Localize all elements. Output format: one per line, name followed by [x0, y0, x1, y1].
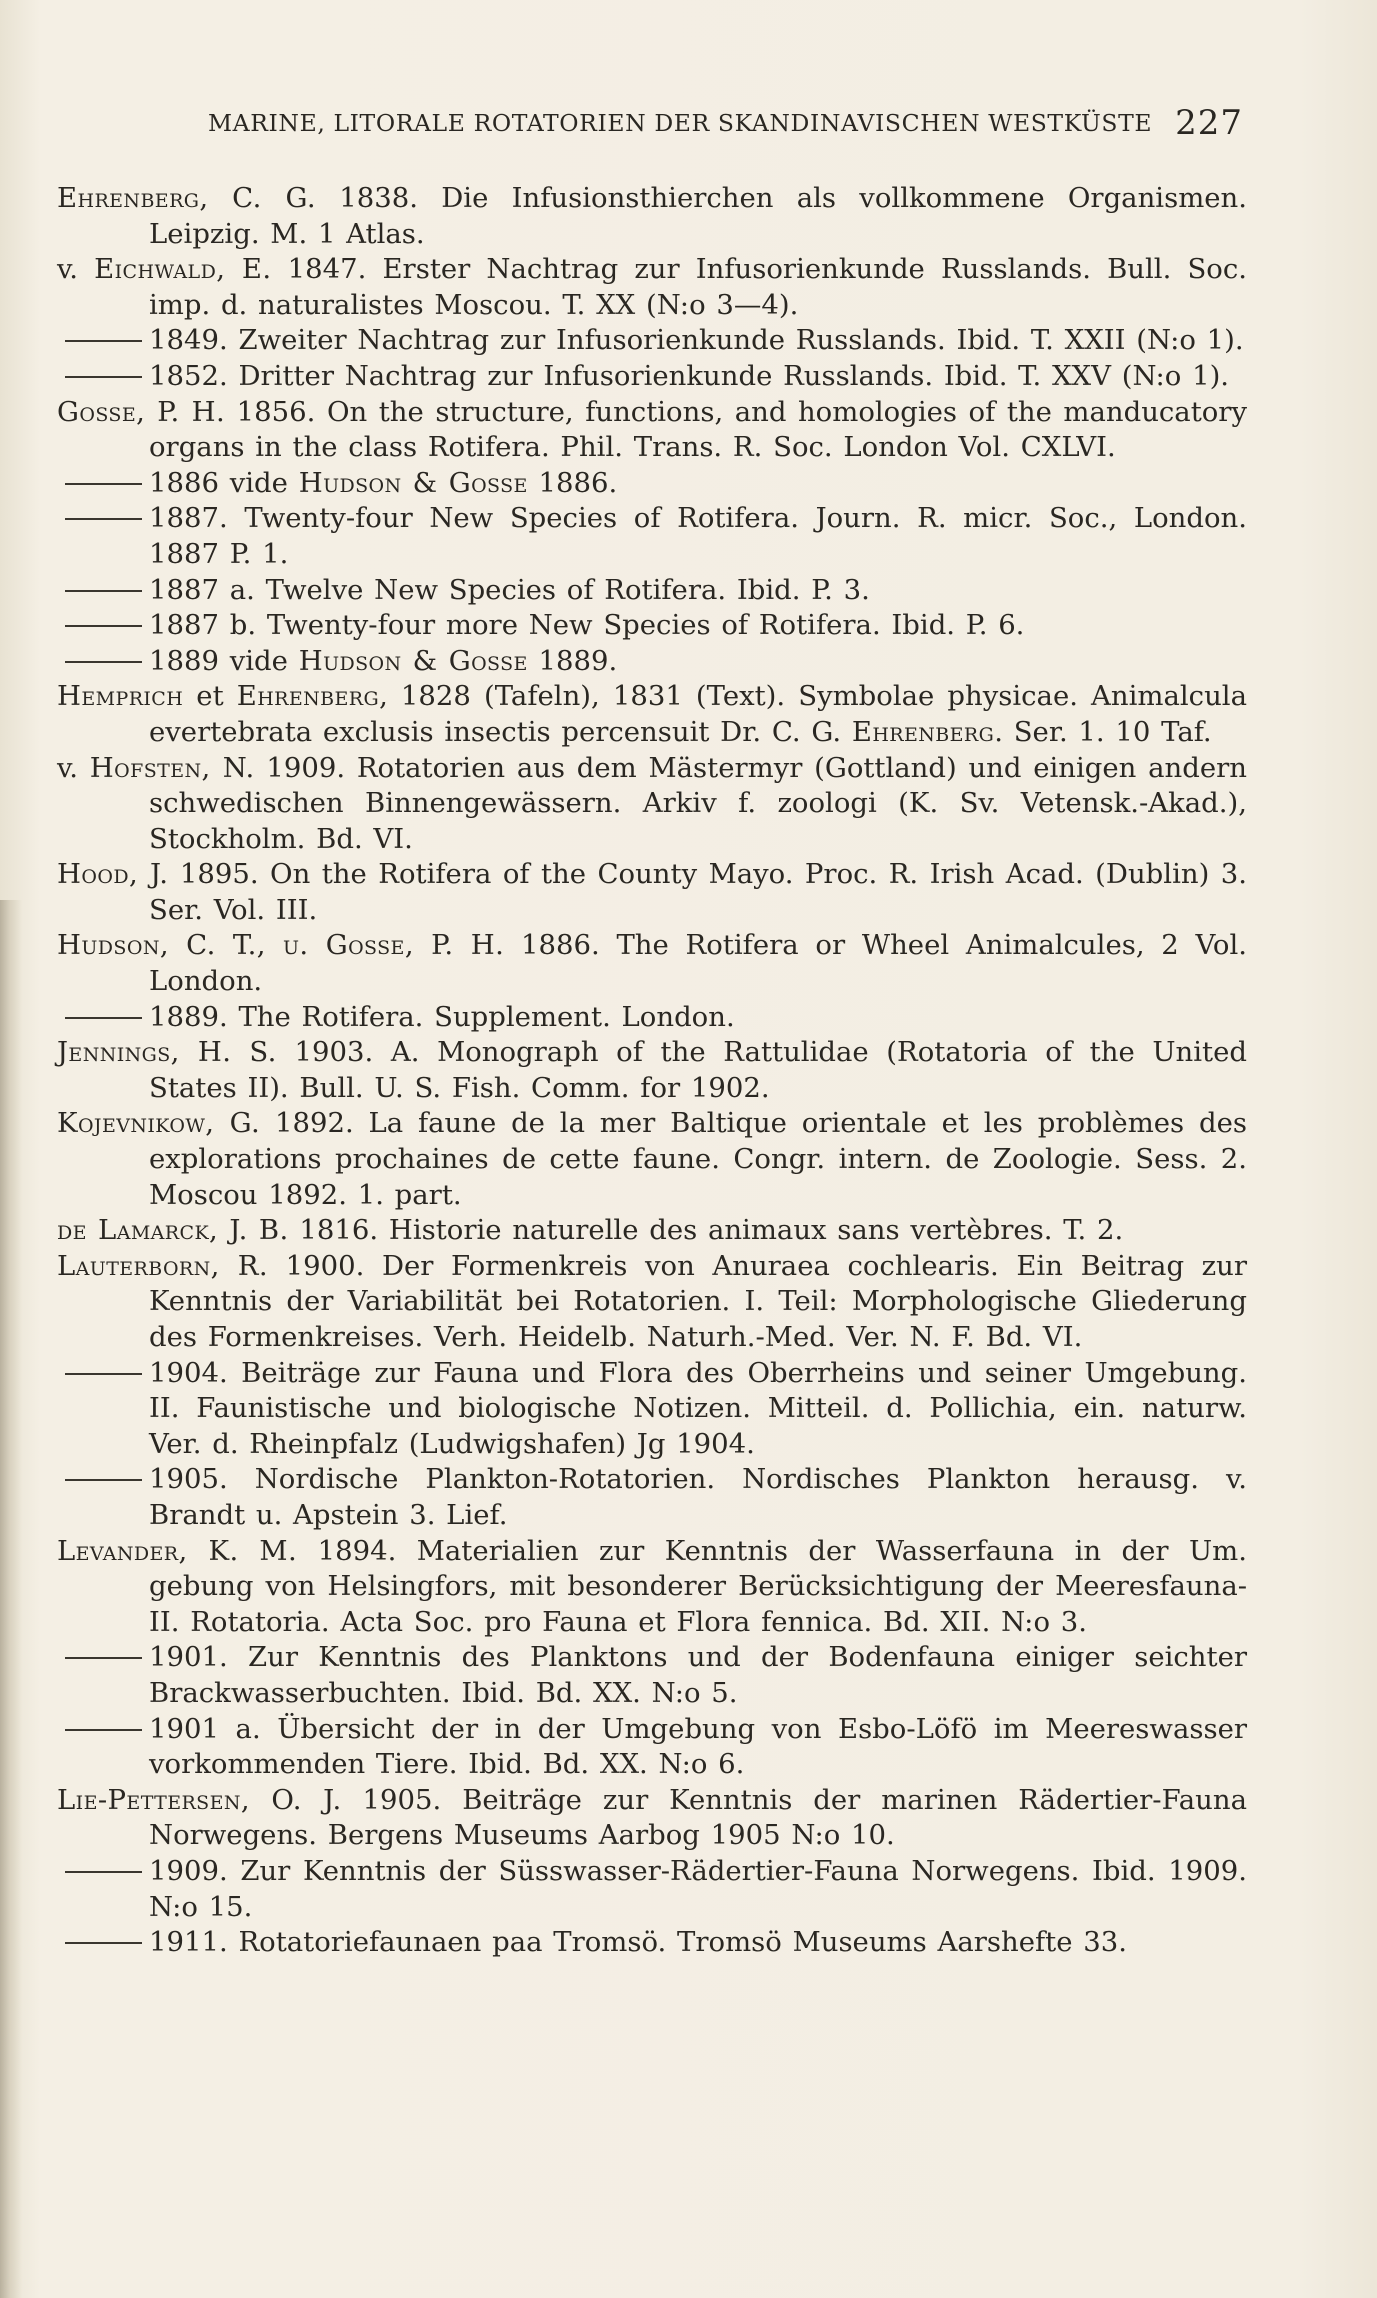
- reference-text: 1816. Historie naturelle des animaux sans vertèbres. T. 2.: [288, 1214, 1124, 1247]
- ditto-dash: [65, 1479, 142, 1481]
- reference-text: 1901. Zur Kenntnis des Planktons und der Bodenfauna einiger seichter Brackwasserbuchten. Ibid. Bd. XX. N:o 5.: [149, 1641, 1247, 1709]
- reference-text: 1847. Erster Nachtrag zur Infusorienkunde Russlands. Bull. Soc. imp. d. naturalistes Moscou. T. XX (N:o 3—4).: [149, 253, 1248, 321]
- reference-entry: [57, 1534, 1247, 1641]
- reference-entry: [57, 857, 1247, 928]
- reference-entry: [57, 1106, 1247, 1213]
- ditto-dash: [65, 483, 142, 485]
- page-number: 227: [1175, 103, 1243, 143]
- ditto-dash: [65, 518, 142, 520]
- ditto-dash: [65, 1871, 142, 1873]
- coauthor: Ehrenberg: [236, 680, 380, 713]
- author: Hudson, C. T., u. Gosse, P. H.: [57, 929, 505, 962]
- author: de Lamarck, J. B.: [57, 1214, 289, 1247]
- reference-entry-continuation: [57, 1925, 1247, 1961]
- reference-entry-continuation: [57, 644, 1247, 680]
- author: Lauterborn, R.: [57, 1249, 269, 1282]
- editor: Ehrenberg: [851, 715, 995, 748]
- reference-text: 1911. Rotatoriefaunaen paa Tromsö. Tromsö Museums Aarshefte 33.: [149, 1926, 1127, 1959]
- ditto-dash: [65, 1729, 142, 1731]
- ditto-dash: [65, 590, 142, 592]
- ditto-dash: [65, 661, 142, 663]
- reference-entry-continuation: [57, 573, 1247, 609]
- author: Eichwald, E.: [94, 253, 272, 286]
- reference-text: 1909. Rotatorien aus dem Mästermyr (Gottland) und einigen andern schwedischen Binnengewässern. Arkiv f. zoologi (K. Sv. Vetensk.-Akad.), Stockholm. Bd. VI.: [149, 751, 1247, 855]
- author: Gosse, P. H.: [57, 395, 226, 428]
- ditto-dash: [65, 1373, 142, 1375]
- reference-text: 1852. Dritter Nachtrag zur Infusorienkunde Russlands. Ibid. T. XXV (N:o 1).: [149, 359, 1230, 392]
- reference-text: 1909. Zur Kenntnis der Süsswasser-Rädertier-Fauna Norwegens. Ibid. 1909. N:o 15.: [149, 1854, 1247, 1923]
- reference-text: 1856. On the structure, functions, and homologies of the manducatory organs in the class Rotifera. Phil. Trans. R. Soc. London Vol. CXLVI.: [149, 395, 1247, 464]
- reference-text: 1886 vide: [149, 466, 299, 499]
- reference-entry-continuation: [57, 1462, 1247, 1533]
- reference-entry-continuation: [57, 466, 1247, 502]
- author-prefix: v.: [57, 751, 90, 784]
- reference-list: [57, 181, 1247, 1961]
- reference-text: 1905. Beiträge zur Kenntnis der marinen Rädertier-Fauna Norwegens. Bergens Museums Aarbog 1905 N:o 10.: [149, 1783, 1248, 1852]
- author: Levander, K. M.: [57, 1534, 298, 1567]
- reference-text: 1889.: [527, 644, 618, 677]
- reference-text: et: [183, 680, 237, 713]
- reference-entry-continuation: [57, 1640, 1247, 1711]
- reference-entry: [57, 181, 1247, 252]
- reference-entry: [57, 679, 1247, 750]
- ditto-dash: [65, 376, 142, 378]
- binding-shadow: [0, 900, 22, 2298]
- reference-text: 1900. Der Formenkreis von Anuraea cochlearis. Ein Beitrag zur Kenntnis der Variabilität bei Rotatorien. I. Teil: Morphologische Gliederung des Formenkreises. Verh. Heidelb. Naturh.-Med. Ver. N. F. Bd. VI.: [149, 1249, 1247, 1353]
- author: Kojevnikow, G.: [57, 1107, 261, 1140]
- reference-entry-continuation: [57, 1000, 1247, 1036]
- author: Hofsten, N.: [89, 751, 255, 784]
- reference-text: 1905. Nordische Plankton-Rotatorien. Nordisches Plankton herausg. v. Brandt u. Apstein 3. Lief.: [149, 1463, 1247, 1531]
- ditto-dash: [65, 625, 142, 627]
- author-prefix: v.: [57, 253, 95, 286]
- reference-text: , 1828 (Tafeln), 1831 (Text). Symbolae physicae. Animalcula evertebrata exclusis insectis percensuit Dr. C. G.: [149, 680, 1247, 748]
- reference-text: 1904. Beiträge zur Fauna und Flora des Oberrheins und seiner Umgebung. II. Faunistische und biologische Notizen. Mitteil. d. Pollichia, ein. naturw. Ver. d. Rheinpfalz (Ludwigshafen) Jg 1904.: [149, 1356, 1247, 1460]
- ditto-dash: [65, 1657, 142, 1659]
- reference-entry: [57, 928, 1247, 999]
- reference-text: 1887 a. Twelve New Species of Rotifera. Ibid. P. 3.: [149, 573, 870, 606]
- reference-entry: [57, 1783, 1247, 1854]
- reference-text: 1892. La faune de la mer Baltique orientale et les problèmes des explorations prochaines de cette faune. Congr. intern. de Zoologie. Sess. 2. Moscou 1892. 1. part.: [149, 1107, 1247, 1211]
- reference-entry-continuation: [57, 1356, 1247, 1463]
- reference-entry: [57, 1035, 1247, 1106]
- ditto-dash: [65, 1942, 142, 1944]
- reference-entry-continuation: [57, 608, 1247, 644]
- reference-text: 1895. On the Rotifera of the County Mayo. Proc. R. Irish Acad. (Dublin) 3. Ser. Vol. III.: [149, 858, 1247, 926]
- author: Hemprich: [57, 680, 184, 713]
- reference-entry: [57, 252, 1247, 323]
- author: Hood, J.: [57, 858, 169, 891]
- author: Lie-Pettersen, O. J.: [57, 1783, 342, 1816]
- running-head: [208, 103, 1243, 143]
- reference-entry-continuation: [57, 323, 1247, 359]
- reference-text: 1887 b. Twenty-four more New Species of Rotifera. Ibid. P. 6.: [149, 609, 1025, 642]
- reference-text: 1886.: [527, 466, 618, 499]
- cited-authors: Hudson & Gosse: [298, 644, 528, 677]
- reference-text: 1889 vide: [149, 644, 299, 677]
- reference-text: . Ser. 1. 10 Taf.: [994, 715, 1212, 748]
- reference-entry: [57, 751, 1247, 858]
- author: Jennings, H. S.: [57, 1036, 277, 1069]
- reference-entry: [57, 1213, 1247, 1249]
- reference-text: 1901 a. Übersicht der in der Umgebung von Esbo-Löfö im Meereswasser vorkommenden Tiere. Ibid. Bd. XX. N:o 6.: [149, 1712, 1247, 1781]
- reference-text: 1889. The Rotifera. Supplement. London.: [149, 1000, 735, 1033]
- reference-text: 1887. Twenty-four New Species of Rotifera. Journ. R. micr. Soc., London. 1887 P. 1.: [149, 502, 1247, 570]
- reference-entry: [57, 395, 1247, 466]
- reference-text: 1886. The Rotifera or Wheel Animalcules, 2 Vol. London.: [149, 929, 1247, 998]
- reference-entry-continuation: [57, 359, 1247, 395]
- ditto-dash: [65, 1017, 142, 1019]
- reference-text: 1903. A. Monograph of the Rattulidae (Rotatoria of the United States II). Bull. U. S. Fish. Comm. for 1902.: [149, 1036, 1247, 1104]
- reference-entry-continuation: [57, 1712, 1247, 1783]
- reference-text: 1838. Die Infusionsthierchen als vollkommene Organismen. Leipzig. M. 1 Atlas.: [149, 182, 1248, 250]
- reference-entry-continuation: [57, 1854, 1247, 1925]
- reference-entry-continuation: [57, 501, 1247, 572]
- running-title: MARINE, LITORALE ROTATORIEN DER SKANDINAVISCHEN WESTKÜSTE: [208, 109, 1153, 137]
- cited-authors: Hudson & Gosse: [298, 466, 528, 499]
- reference-text: 1894. Materialien zur Kenntnis der Wasserfauna in der Um. gebung von Helsingfors, mit besonderer Berücksichtigung der Meeresfauna-II. Rotatoria. Acta Soc. pro Fauna et Flora fennica. Bd. XII. N:o 3.: [149, 1534, 1247, 1638]
- ditto-dash: [65, 340, 142, 342]
- reference-entry: [57, 1249, 1247, 1356]
- author: Ehrenberg, C. G.: [57, 182, 316, 214]
- reference-text: 1849. Zweiter Nachtrag zur Infusorienkunde Russlands. Ibid. T. XXII (N:o 1).: [149, 324, 1244, 357]
